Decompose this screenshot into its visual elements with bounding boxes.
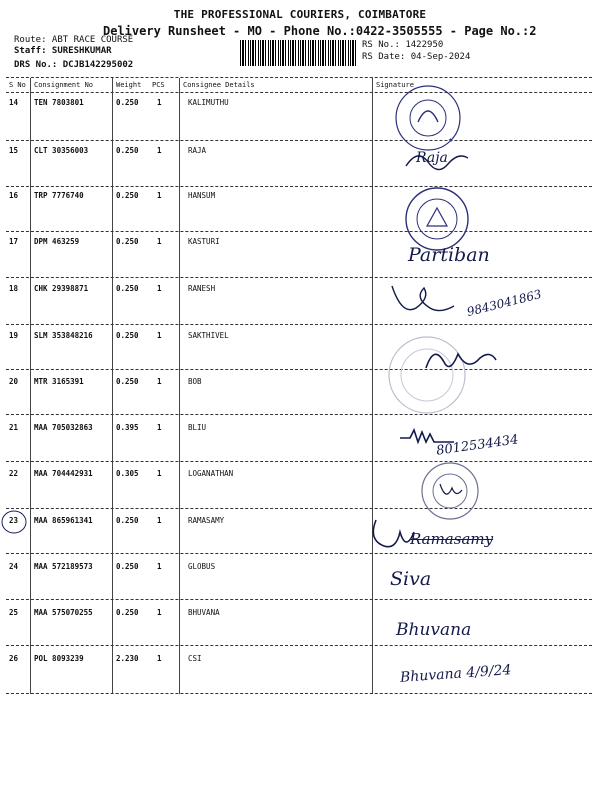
table-top-rule — [6, 77, 592, 78]
row-weight: 0.250 — [116, 191, 139, 200]
row-weight: 2.230 — [116, 654, 139, 663]
row-weight: 0.250 — [116, 146, 139, 155]
row-consignee: KASTURI — [188, 237, 220, 246]
row-consignment: MAA 572189573 — [34, 562, 93, 571]
row-sno: 25 — [9, 608, 19, 617]
row-sno: 23 — [9, 516, 19, 525]
row-sno: 14 — [9, 98, 19, 107]
drs-number: DRS No.: DCJB142295002 — [14, 60, 134, 70]
header-rule — [6, 92, 592, 93]
row-consignment: CLT 30356003 — [34, 146, 89, 155]
circle-mark — [0, 508, 30, 536]
row-weight: 0.250 — [116, 98, 139, 107]
row-pcs: 1 — [157, 608, 162, 617]
row-consignee: BLIU — [188, 423, 207, 432]
row-rule — [6, 140, 592, 141]
row-sno: 21 — [9, 423, 19, 432]
col-header-consignment: Consignment No — [34, 81, 94, 89]
signature-siva: Siva — [390, 568, 432, 590]
rs-number: RS No.: 1422950 — [362, 40, 444, 50]
row-weight: 0.250 — [116, 237, 139, 246]
row-pcs: 1 — [157, 516, 162, 525]
row-rule — [6, 599, 592, 600]
row-weight: 0.250 — [116, 377, 139, 386]
row-pcs: 1 — [157, 284, 162, 293]
signature-ramasamy: Ramasamy — [410, 530, 494, 548]
signature-final: Bhuvana 4/9/24 — [399, 662, 512, 686]
row-pcs: 1 — [157, 423, 162, 432]
row-consignment: MAA 705032863 — [34, 423, 93, 432]
table-bottom-rule — [6, 693, 592, 694]
row-sno: 16 — [9, 191, 19, 200]
column-divider — [112, 78, 113, 694]
row-consignment: MAA 865961341 — [34, 516, 93, 525]
signature-scribble — [436, 480, 466, 506]
row-rule — [6, 231, 592, 232]
row-sno: 18 — [9, 284, 19, 293]
col-header-sno: S No — [9, 81, 26, 89]
row-consignee: RAJA — [188, 146, 207, 155]
row-rule — [6, 277, 592, 278]
signature-partiban: Partiban — [408, 244, 490, 266]
row-consignee: LOGANATHAN — [188, 469, 234, 478]
col-header-consignee: Consignee Details — [183, 81, 255, 89]
row-consignee: HANSUM — [188, 191, 216, 200]
row-pcs: 1 — [157, 469, 162, 478]
row-consignee: BOB — [188, 377, 202, 386]
row-rule — [6, 461, 592, 462]
col-header-weight: Weight — [116, 81, 142, 89]
row-pcs: 1 — [157, 654, 162, 663]
row-pcs: 1 — [157, 237, 162, 246]
column-divider — [179, 78, 180, 694]
signature-bhuvana: Bhuvana — [396, 620, 472, 640]
row-pcs: 1 — [157, 146, 162, 155]
row-consignee: BHUVANA — [188, 608, 220, 617]
row-weight: 0.305 — [116, 469, 139, 478]
row-pcs: 1 — [157, 331, 162, 340]
row-consignee: RANESH — [188, 284, 216, 293]
row-sno: 26 — [9, 654, 19, 663]
row-rule — [6, 508, 592, 509]
row-sno: 20 — [9, 377, 19, 386]
row-pcs: 1 — [157, 191, 162, 200]
row-rule — [6, 414, 592, 415]
route-label: Route: ABT RACE COURSE — [14, 35, 134, 45]
row-rule — [6, 553, 592, 554]
row-weight: 0.250 — [116, 516, 139, 525]
signature-raja: Raja — [416, 150, 448, 166]
row-weight: 0.250 — [116, 562, 139, 571]
staff-label: Staff: SURESHKUMAR — [14, 46, 112, 56]
row-consignee: SAKTHIVEL — [188, 331, 229, 340]
row-weight: 0.250 — [116, 331, 139, 340]
row-sno: 19 — [9, 331, 19, 340]
runsheet-title: Delivery Runsheet - MO - Phone No.:0422-3505555 - Page No.:2 — [103, 24, 537, 38]
row-consignee: CSI — [188, 654, 202, 663]
row-pcs: 1 — [157, 562, 162, 571]
row-rule — [6, 645, 592, 646]
row-consignment: MAA 575070255 — [34, 608, 93, 617]
row-consignee: KALIMUTHU — [188, 98, 229, 107]
signature-scribble — [386, 280, 476, 326]
row-sno: 24 — [9, 562, 19, 571]
row-rule — [6, 186, 592, 187]
row-weight: 0.250 — [116, 608, 139, 617]
signature-phone: 9843041863 — [465, 286, 543, 320]
row-weight: 0.250 — [116, 284, 139, 293]
barcode — [240, 40, 356, 66]
signature-scribble — [420, 340, 500, 376]
row-pcs: 1 — [157, 377, 162, 386]
row-rule — [6, 369, 592, 370]
row-consignment: MAA 704442931 — [34, 469, 93, 478]
row-sno: 15 — [9, 146, 19, 155]
row-rule — [6, 324, 592, 325]
row-consignment: TRP 7776740 — [34, 191, 84, 200]
svg-text:★: ★ — [448, 135, 453, 144]
company-title: THE PROFESSIONAL COURIERS, COIMBATORE — [173, 8, 427, 21]
signature-phone: 8012534434 — [435, 432, 520, 459]
row-consignment: MTR 3165391 — [34, 377, 84, 386]
column-divider — [30, 78, 31, 694]
col-header-signature: Signature — [376, 81, 414, 89]
col-header-pcs: PCS — [152, 81, 165, 89]
row-pcs: 1 — [157, 98, 162, 107]
row-sno: 22 — [9, 469, 19, 478]
rs-date: RS Date: 04-Sep-2024 — [362, 52, 471, 62]
row-consignment: CHK 29398871 — [34, 284, 89, 293]
row-consignee: GLOBUS — [188, 562, 216, 571]
row-consignment: SLM 353848216 — [34, 331, 93, 340]
row-consignee: RAMASAMY — [188, 516, 225, 525]
row-sno: 17 — [9, 237, 19, 246]
row-consignment: TEN 7803801 — [34, 98, 84, 107]
row-weight: 0.395 — [116, 423, 139, 432]
row-consignment: POL 8093239 — [34, 654, 84, 663]
row-consignment: DPM 463259 — [34, 237, 80, 246]
